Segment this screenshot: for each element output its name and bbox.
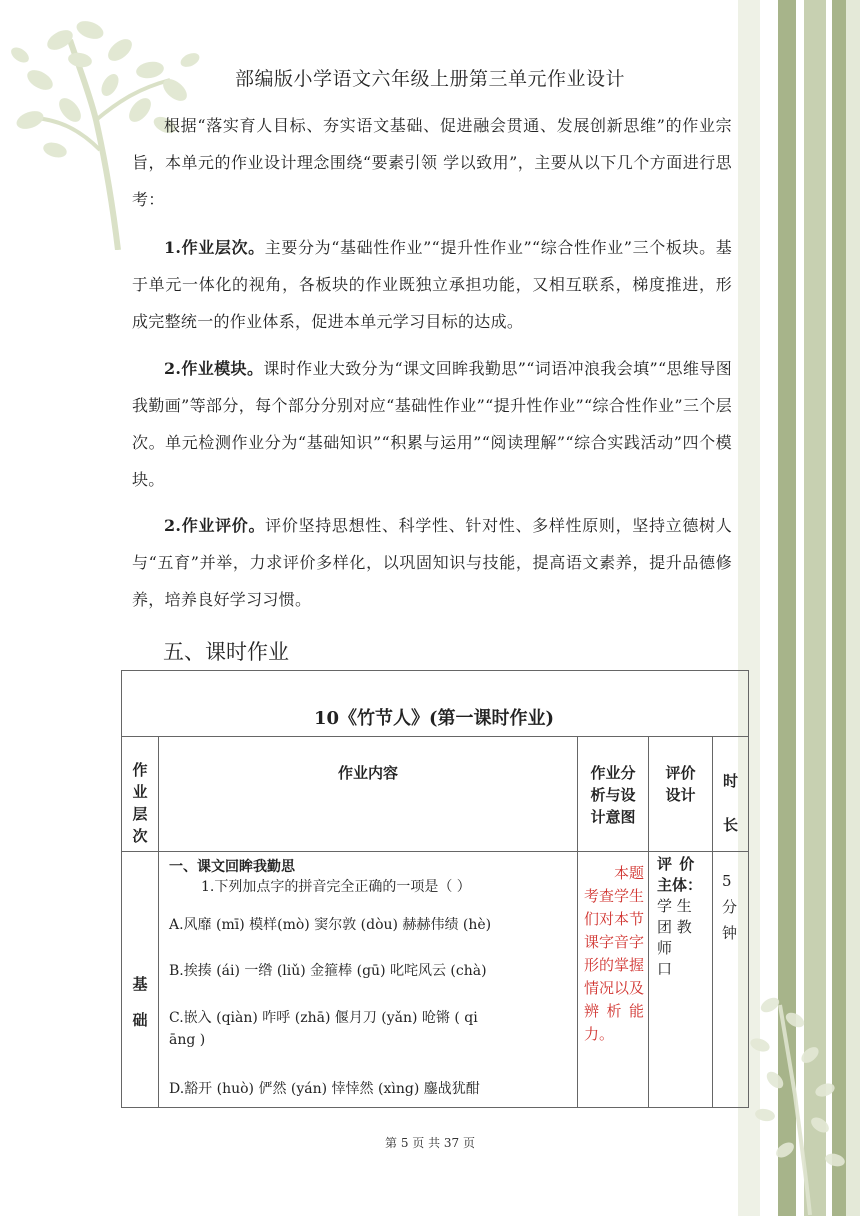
point-3-text: 评价坚持思想性、科学性、针对性、多样性原则，坚持立德树人与“五育”并举，力求评价多样化，以巩固知识与技能，提高语文素养，提升品德修养，培养良好学习习惯。: [132, 516, 732, 609]
header-content-label: 作业内容: [337, 764, 398, 782]
header-level-char: 次: [132, 827, 148, 845]
row-content: [158, 851, 578, 1108]
point-1-paragraph: [132, 229, 732, 340]
header-duration-char: 时: [722, 772, 738, 790]
option-a: A.风靡 (mī) 模样(mò) 窦尔敦 (dòu) 赫赫伟绩 (hè): [169, 917, 492, 933]
section-heading: 五、课时作业: [163, 640, 289, 664]
evaluation-line: 团 教 师: [657, 918, 692, 957]
row-level-char: 基: [132, 975, 148, 993]
decorative-tree-bottom-right: [740, 975, 860, 1215]
header-analysis-line: 计意图: [590, 808, 636, 826]
option-d: D.豁开 (huò) 俨然 (yán) 悻悻然 (xìng) 鏖战犹酣: [169, 1081, 480, 1097]
header-analysis: [577, 736, 649, 852]
point-2-paragraph: [132, 350, 732, 498]
point-2-heading: 2.作业模块。: [164, 359, 264, 378]
header-level-char: 作: [132, 761, 148, 779]
header-evaluation-line: 设计: [665, 786, 696, 804]
header-level-char: 层: [132, 805, 148, 823]
header-evaluation: [648, 736, 713, 852]
evaluation-line: 口: [657, 960, 673, 978]
page-footer: 第 5 页 共 37 页: [385, 1136, 475, 1150]
duration-char: 5: [722, 872, 732, 890]
header-analysis-line: 作业分: [590, 764, 636, 782]
point-3-paragraph: [132, 507, 732, 618]
header-duration: [712, 736, 749, 852]
document-title: 部编版小学语文六年级上册第三单元作业设计: [234, 68, 625, 90]
evaluation-line: 评 价: [657, 855, 696, 873]
analysis-text: 本题考查学生们对本节课字音字形的掌握情况以及辨析能力。: [584, 864, 645, 1043]
content-section-title: 一、课文回眸我勤思: [169, 859, 295, 875]
point-2-text: 课时作业大致分为“课文回眸我勤思”“词语冲浪我会填”“思维导图我勤画”等部分，每个部分分别对应“基础性作业”“提升性作业”“综合性作业”三个层次。单元检测作业分为“基础知识”“积累与运用”“阅读理解”“综合实践活动”四个模块。: [132, 359, 733, 489]
homework-table: [121, 670, 749, 1108]
row-level-char: 础: [132, 1011, 148, 1029]
header-level: [121, 736, 159, 852]
option-b: B.挨揍 (ái) 一绺 (liǔ) 金箍棒 (gū) 叱咤风云 (chà): [169, 963, 487, 979]
table-title: 10《竹节人》(第一课时作业): [313, 708, 555, 729]
point-1-heading: 1.作业层次。: [164, 238, 265, 257]
evaluation-line: 主体：: [657, 876, 703, 894]
point-3-heading: 2.作业评价。: [164, 516, 266, 535]
row-analysis: [577, 851, 649, 1108]
header-content: [158, 736, 578, 852]
row-level: [121, 851, 159, 1108]
point-1-text: 主要分为“基础性作业”“提升性作业”“综合性作业”三个板块。基于单元一体化的视角，各板块的作业既独立承担功能，又相互联系，梯度推进，形成完整统一的作业体系，促进本单元学习目标的达成。: [132, 238, 732, 331]
header-analysis-line: 析与设: [590, 786, 636, 804]
header-evaluation-line: 评价: [665, 764, 696, 782]
header-duration-char: 长: [722, 816, 738, 834]
intro-paragraph: 根据“落实育人目标、夯实语文基础、促进融会贯通、发展创新思维”的作业宗旨，本单元的作业设计理念围绕“要素引领 学以致用”，主要从以下几个方面进行思考：: [132, 116, 732, 209]
row-duration: [712, 851, 749, 1108]
duration-char: 钟: [722, 924, 738, 942]
evaluation-line: 学 生: [657, 897, 692, 915]
option-c-continued: āng ): [169, 1032, 206, 1048]
option-c: C.嵌入 (qiàn) 咋呼 (zhā) 偃月刀 (yǎn) 呛锵 ( qi: [169, 1010, 478, 1026]
duration-char: 分: [722, 898, 738, 916]
question-text: 1.下列加点字的拼音完全正确的一项是（ ）: [201, 879, 471, 895]
header-level-char: 业: [132, 783, 148, 801]
row-evaluation: [648, 851, 713, 1108]
